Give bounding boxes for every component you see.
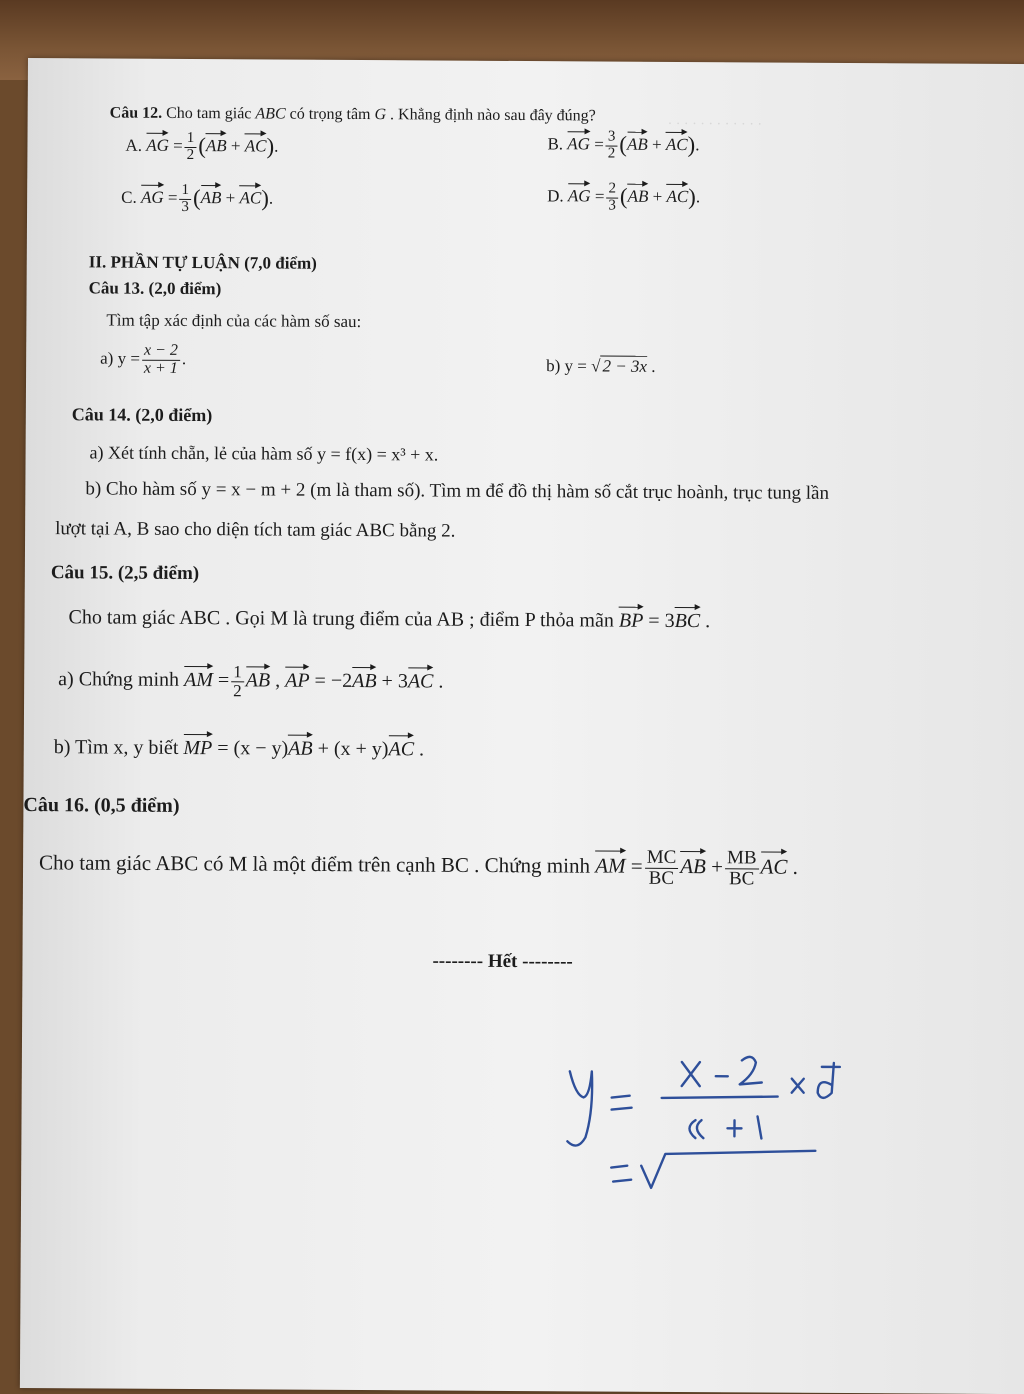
q12-option-b: B. AG = $\frac{3}{2}$ (AB + AC). (547, 128, 700, 162)
q15-heading: Câu 15. (2,5 điểm) (50, 562, 200, 585)
q13-part-a: a) y = $\frac{x - 2}{x + 1}$ . (100, 341, 187, 377)
q16-statement: Cho tam giác ABC có M là một điểm trên cạnh BC . Chứng minh AM = $\frac{MC}{BC}$ AB + $\frac{MB}{BC}$ AC . (39, 846, 798, 890)
bleed-through: · · · · · · · · · · · · (667, 116, 763, 133)
q13-heading: Câu 13. (2,0 điểm) (88, 278, 222, 299)
end-mark: -------- Hết -------- (432, 950, 573, 973)
q15-part-b: b) Tìm x, y biết MP = (x − y)AB + (x + y)AC . (53, 736, 425, 761)
q12-stem: Câu 12. Cho tam giác ABC có trọng tâm G . Khẳng định nào sau đây đúng? (109, 104, 596, 125)
q16-heading: Câu 16. (0,5 điểm) (23, 793, 180, 817)
q13-prompt: Tìm tập xác định của các hàm số sau: (106, 310, 362, 332)
q14-heading: Câu 14. (2,0 điểm) (71, 404, 213, 426)
handwritten-notes (20, 58, 1024, 1364)
q15-intro: Cho tam giác ABC . Gọi M là trung điểm của AB ; điểm P thỏa mãn BP = 3BC . (68, 606, 711, 633)
handwriting-y-stroke (567, 1071, 592, 1145)
q14-part-b-line2: lượt tại A, B sao cho diện tích tam giác ABC bằng 2. (55, 518, 456, 542)
exam-sheet (20, 58, 1024, 1394)
part2-heading: II. PHẦN TỰ LUẬN (7,0 điểm) (88, 252, 317, 273)
q14-part-b-line1: b) Cho hàm số y = x − m + 2 (m là tham số). Tìm m để đồ thị hàm số cắt trục hoành, trục tung lần (85, 478, 830, 504)
q13-part-b: b) y = √ 2 − 3x . (546, 356, 656, 376)
q12-option-c: C. AG = $\frac{1}{3}$ (AB + AC). (121, 181, 274, 215)
q14-part-a: a) Xét tính chẵn, lẻ của hàm số y = f(x) = x³ + x. (89, 442, 439, 465)
q15-part-a: a) Chứng minh AM = $\frac{1}{2}$ AB , AP = −2AB + 3AC . (58, 662, 444, 701)
q12-option-d: D. AG = $\frac{2}{3}$ (AB + AC). (547, 180, 701, 214)
q12-option-a: A. AG = $\frac{1}{2}$ (AB + AC). (125, 129, 279, 163)
